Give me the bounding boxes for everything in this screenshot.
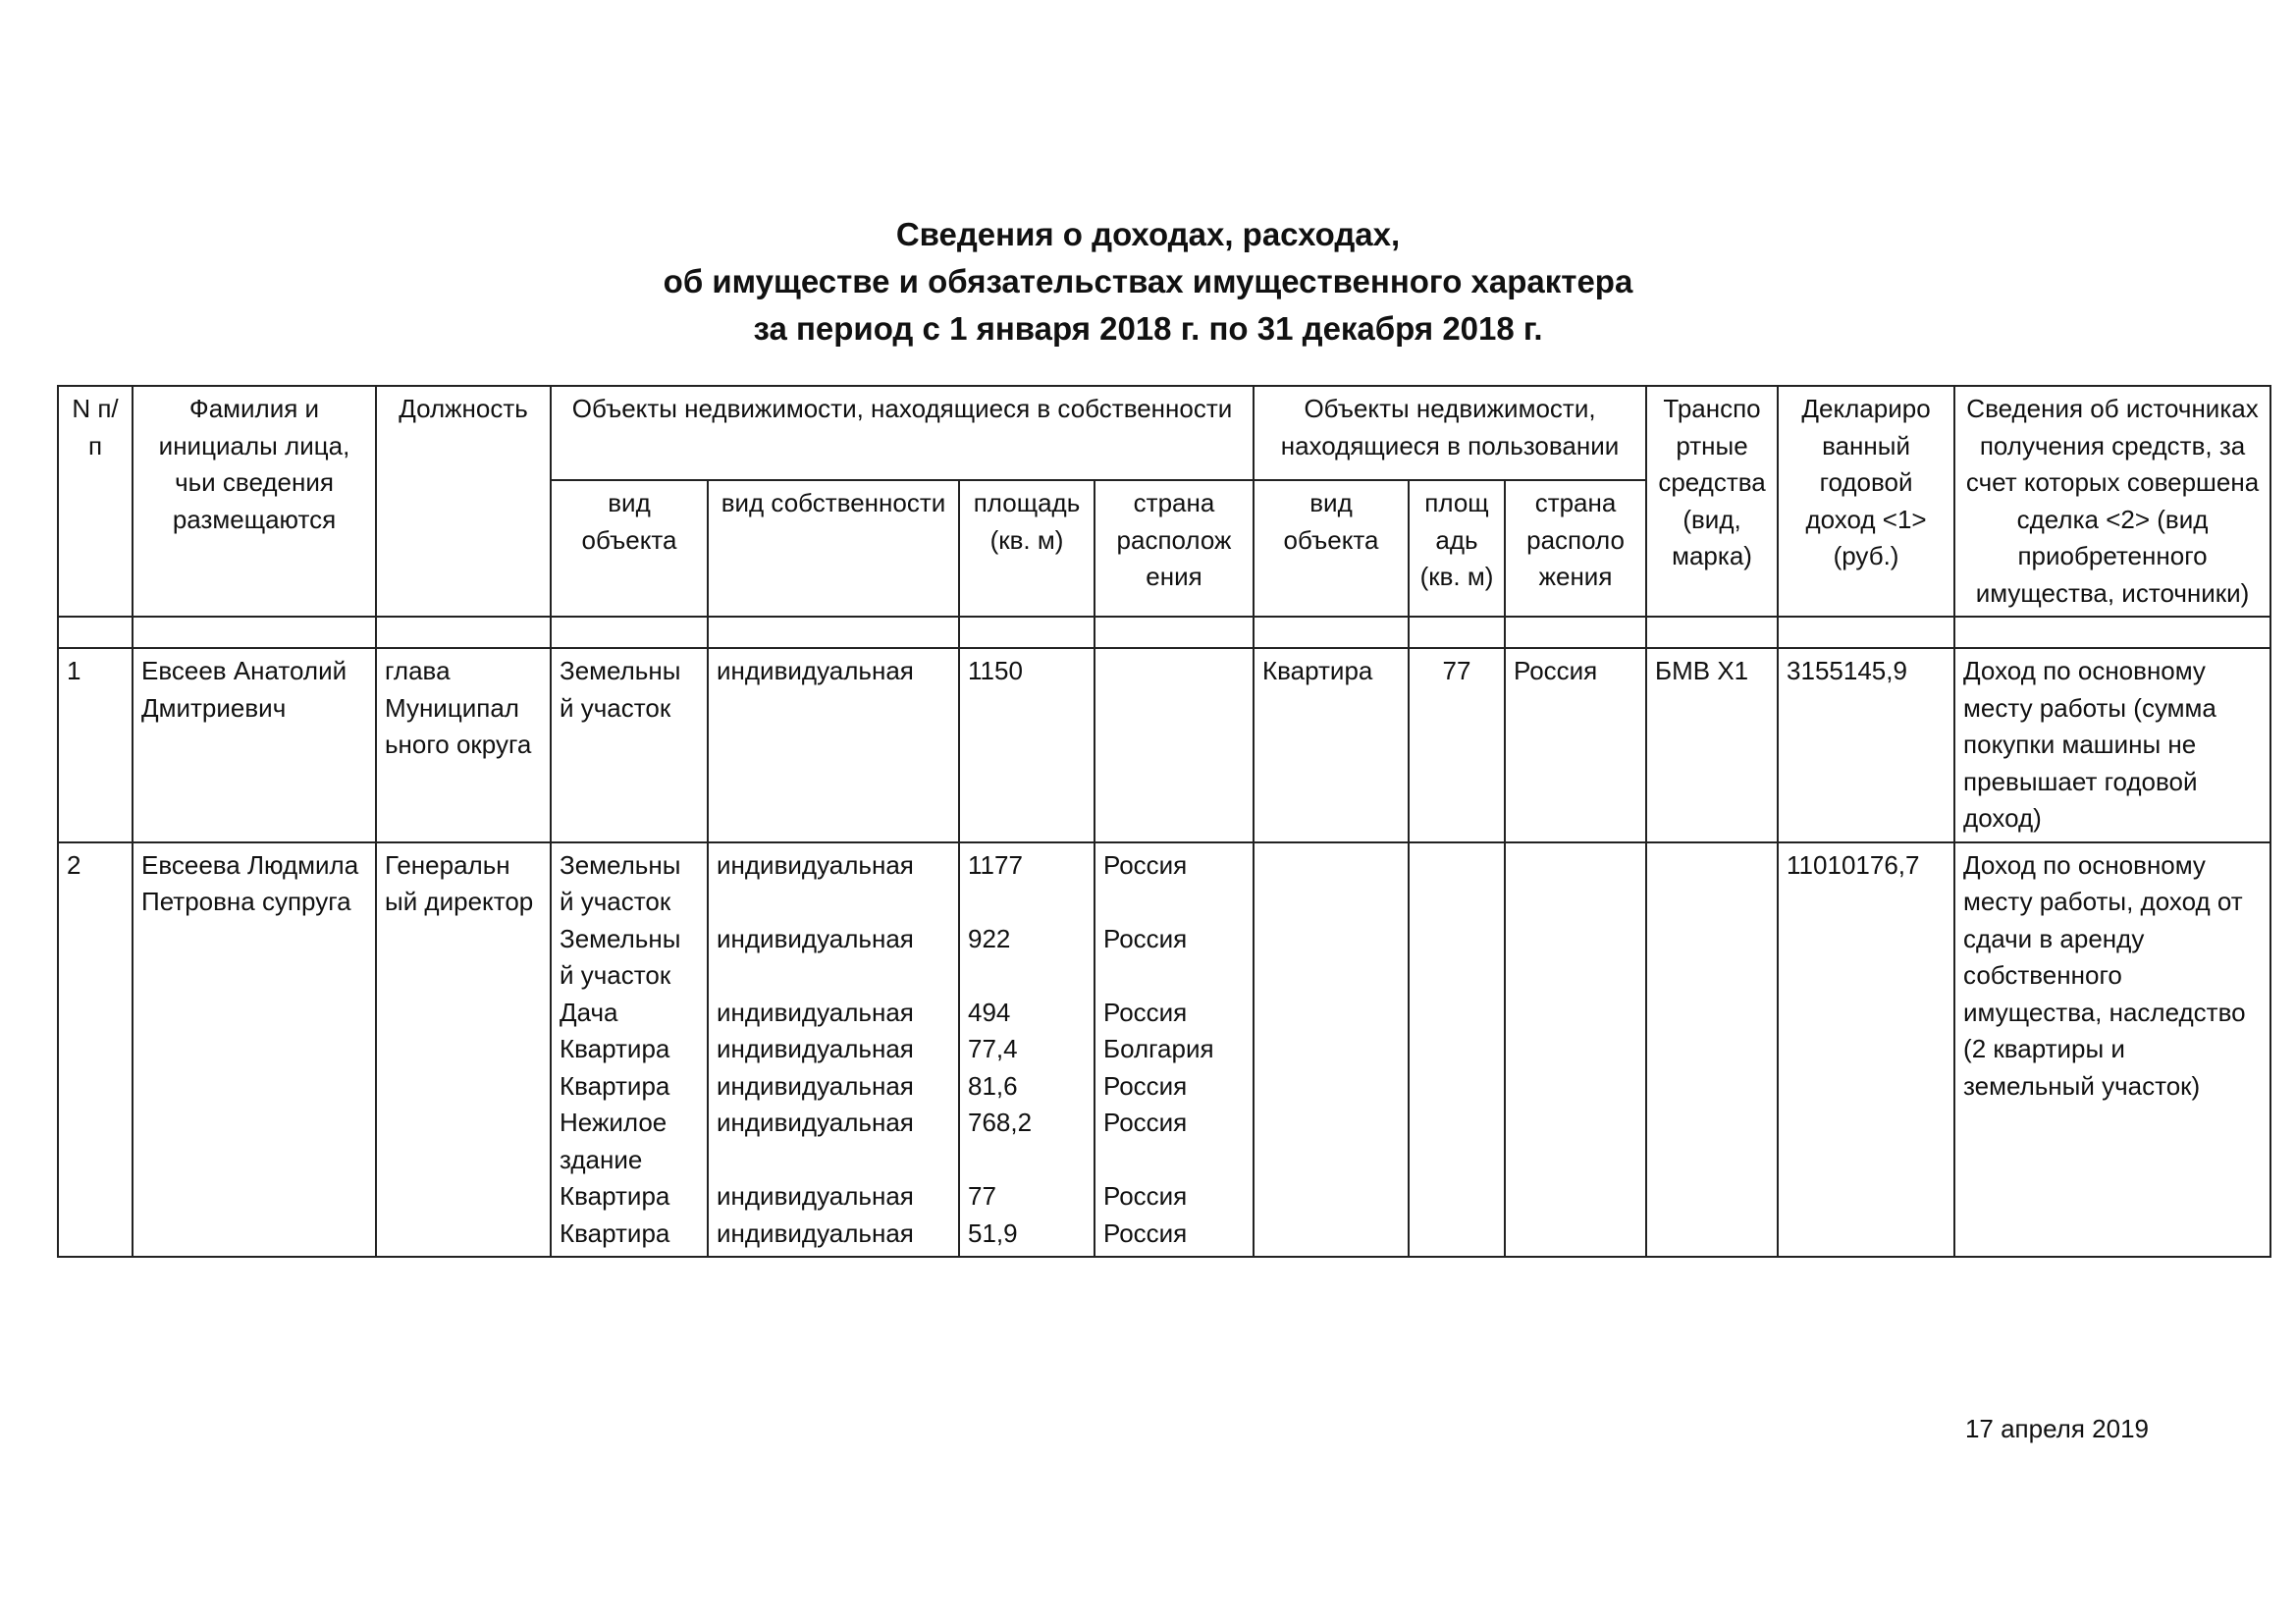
header-used-group: Объекты недвижимости, находящиеся в пользовании xyxy=(1254,386,1646,480)
header-owned-ownership: вид собственности xyxy=(708,480,959,617)
owned-ownership: индивидуальная xyxy=(717,849,914,880)
cell-sources: Доход по основному месту работы (сумма покупки машины не превышает годовой доход) xyxy=(1954,648,2270,842)
cell-used-type xyxy=(1254,842,1409,1258)
owned-type: Квартира xyxy=(560,1218,670,1248)
owned-area: 494 xyxy=(968,997,1011,1027)
cell-income: 3155145,9 xyxy=(1778,648,1954,842)
header-name: Фамилия и инициалы лица, чьи сведения размещаются xyxy=(133,386,376,617)
header-used-type: вид объекта xyxy=(1254,480,1409,617)
owned-area: 81,6 xyxy=(968,1070,1018,1101)
cell-owned-ownership: индивидуальная xyxy=(708,648,959,842)
cell-position: Генеральн ый директор xyxy=(376,842,551,1258)
header-owned-type: вид объекта xyxy=(551,480,708,617)
owned-ownership: индивидуальная xyxy=(717,1034,914,1063)
cell-owned-country-list xyxy=(1095,842,1254,1258)
cell-num: 2 xyxy=(58,842,133,1258)
header-transport: Транспо ртные средства (вид, марка) xyxy=(1646,386,1778,617)
document-title xyxy=(0,211,2296,352)
cell-used-type: Квартира xyxy=(1254,648,1409,842)
cell-sources: Доход по основному месту работы, доход от сдачи в аренду собственного имущества, наследство (2 квартиры и земельный участок) xyxy=(1954,842,2270,1258)
spacer-row xyxy=(58,617,2270,648)
table-row xyxy=(58,842,2270,1258)
cell-name: Евсеев Анатолий Дмитриевич xyxy=(133,648,376,842)
cell-owned-type: Земельны й участок xyxy=(551,648,708,842)
owned-country: Россия xyxy=(1103,923,1188,953)
owned-ownership: индивидуальная xyxy=(717,997,914,1027)
owned-area: 77 xyxy=(968,1181,996,1211)
document-date: 17 апреля 2019 xyxy=(1964,1414,2149,1443)
header-row-1 xyxy=(58,386,2270,480)
table-row xyxy=(58,648,2270,842)
cell-owned-area: 1150 xyxy=(959,648,1095,842)
cell-owned-area-list xyxy=(959,842,1095,1258)
cell-owned-type-list xyxy=(551,842,708,1258)
title-line-3: за период с 1 января 2018 г. по 31 декабря 2018 г. xyxy=(753,310,1543,347)
owned-area: 77,4 xyxy=(968,1034,1018,1063)
header-sources: Сведения об источниках получения средств, за счет которых совершена сделка <2> (вид приобретенного имущества, источники) xyxy=(1954,386,2270,617)
owned-type: Нежилое здание xyxy=(560,1108,667,1174)
owned-ownership: индивидуальная xyxy=(717,1181,914,1211)
cell-income: 11010176,7 xyxy=(1778,842,1954,1258)
owned-type: Земельны й участок xyxy=(560,923,681,990)
owned-type: Земельны й участок xyxy=(560,849,681,916)
cell-transport: БМВ X1 xyxy=(1646,648,1778,842)
header-income: Деклариро ванный годовой доход <1> (руб.) xyxy=(1778,386,1954,617)
owned-country: Россия xyxy=(1103,1108,1188,1137)
owned-country: Россия xyxy=(1103,1070,1188,1101)
owned-country: Болгария xyxy=(1103,1034,1214,1063)
cell-name: Евсеева Людмила Петровна супруга xyxy=(133,842,376,1258)
header-owned-area: площадь (кв. м) xyxy=(959,480,1095,617)
owned-country: Россия xyxy=(1103,849,1188,880)
owned-country: Россия xyxy=(1103,997,1188,1027)
owned-type: Квартира xyxy=(560,1070,670,1101)
owned-country: Россия xyxy=(1103,1218,1188,1248)
owned-ownership: индивидуальная xyxy=(717,923,914,953)
owned-area: 922 xyxy=(968,923,1011,953)
cell-owned-ownership-list xyxy=(708,842,959,1258)
owned-area: 1177 xyxy=(968,849,1023,880)
title-line-1: Сведения о доходах, расходах, xyxy=(895,216,1401,252)
header-position: Должность xyxy=(376,386,551,617)
owned-area: 768,2 xyxy=(968,1108,1033,1137)
cell-used-country xyxy=(1505,842,1646,1258)
owned-area: 51,9 xyxy=(968,1218,1018,1248)
header-num: N п/п xyxy=(58,386,133,617)
owned-ownership: индивидуальная xyxy=(717,1108,914,1137)
cell-num: 1 xyxy=(58,648,133,842)
declaration-table xyxy=(57,385,2271,1258)
owned-type: Квартира xyxy=(560,1181,670,1211)
owned-type: Дача xyxy=(560,997,618,1027)
cell-used-country: Россия xyxy=(1505,648,1646,842)
title-line-2: об имуществе и обязательствах имущественного характера xyxy=(663,263,1633,299)
owned-country: Россия xyxy=(1103,1181,1188,1211)
header-used-area: площ адь (кв. м) xyxy=(1409,480,1505,617)
owned-type: Квартира xyxy=(560,1034,670,1063)
header-owned-country: страна располож ения xyxy=(1095,480,1254,617)
cell-position: глава Муниципал ьного округа xyxy=(376,648,551,842)
cell-transport xyxy=(1646,842,1778,1258)
owned-ownership: индивидуальная xyxy=(717,1070,914,1101)
header-owned-group: Объекты недвижимости, находящиеся в собственности xyxy=(551,386,1254,480)
cell-owned-country xyxy=(1095,648,1254,842)
owned-ownership: индивидуальная xyxy=(717,1218,914,1248)
cell-used-area xyxy=(1409,842,1505,1258)
cell-used-area: 77 xyxy=(1409,648,1505,842)
header-used-country: страна располо жения xyxy=(1505,480,1646,617)
